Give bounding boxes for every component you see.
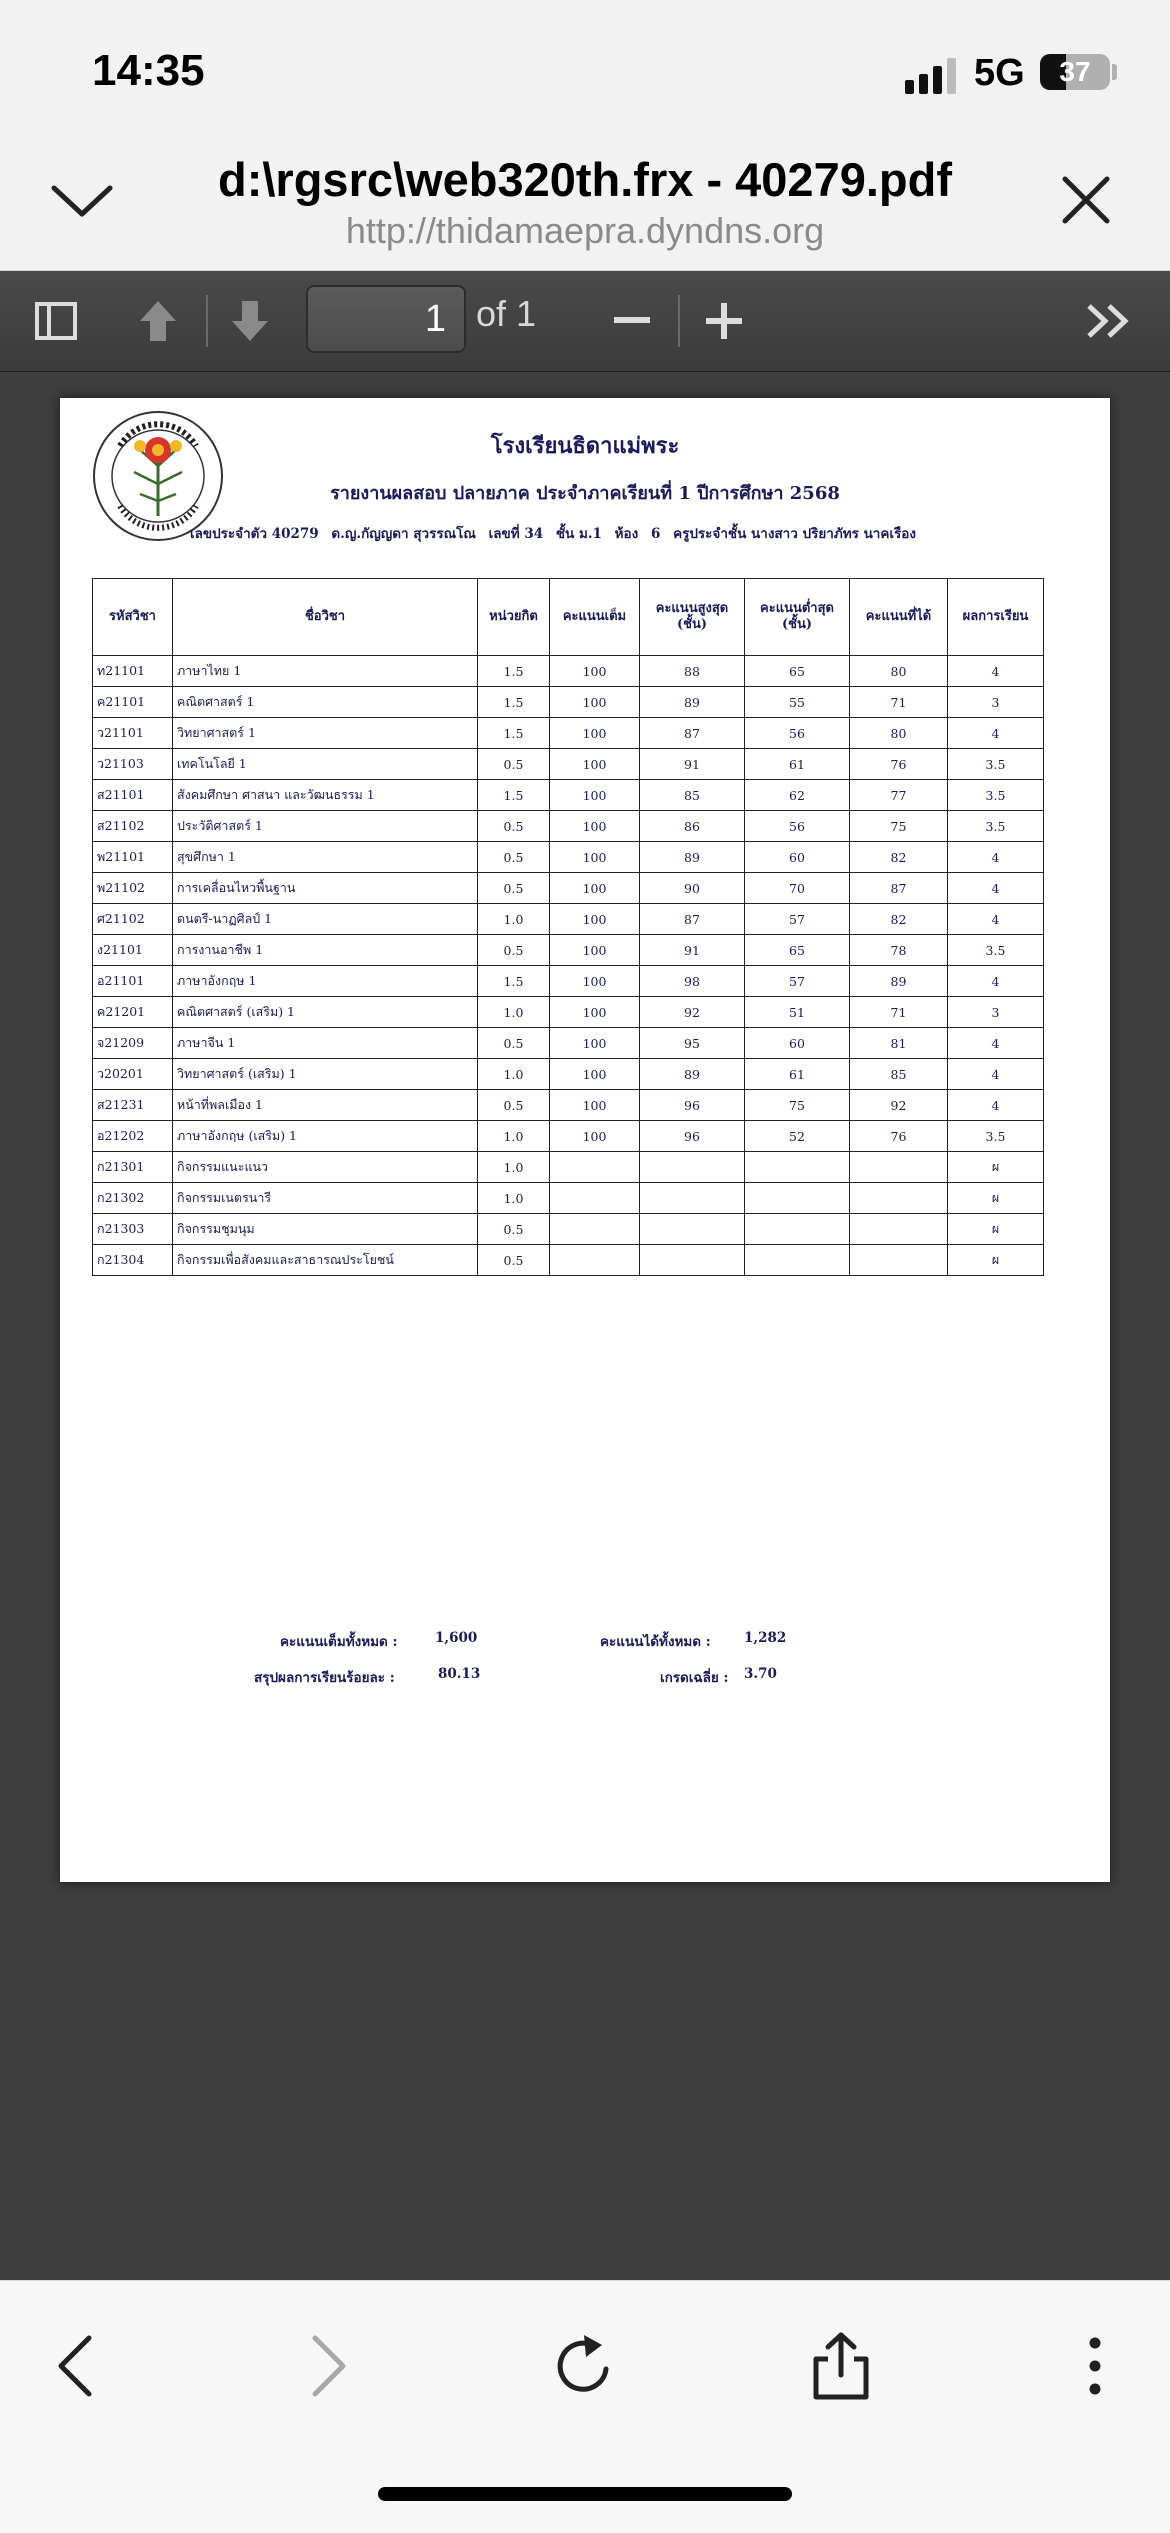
score-cell [850, 1245, 948, 1276]
full-score-cell: 100 [550, 687, 640, 718]
credit-cell: 0.5 [478, 1214, 550, 1245]
full-score-cell: 100 [550, 718, 640, 749]
credit-cell: 1.5 [478, 780, 550, 811]
table-row [93, 780, 1044, 811]
document-header [0, 140, 1170, 271]
subject-code-cell: อ21101 [93, 966, 173, 997]
min-score-cell: 65 [745, 935, 850, 966]
min-score-cell: 56 [745, 718, 850, 749]
subject-name-cell: หน้าที่พลเมือง 1 [173, 1090, 478, 1121]
score-cell: 92 [850, 1090, 948, 1121]
full-score-cell: 100 [550, 749, 640, 780]
subject-name-cell: ภาษาไทย 1 [173, 656, 478, 687]
min-score-cell: 70 [745, 873, 850, 904]
full-score-cell: 100 [550, 1059, 640, 1090]
table-row [93, 1214, 1044, 1245]
back-icon [55, 2334, 95, 2398]
min-score-cell: 61 [745, 1059, 850, 1090]
zoom-out-button[interactable] [602, 291, 662, 351]
previous-page-button[interactable] [128, 291, 188, 351]
status-bar [0, 0, 1170, 140]
toolbar-divider [678, 295, 680, 347]
full-score-cell: 100 [550, 780, 640, 811]
max-score-cell: 92 [640, 997, 745, 1028]
page-count: of 1 [476, 293, 537, 334]
sidebar-toggle-button[interactable] [26, 291, 86, 351]
next-page-button[interactable] [220, 291, 280, 351]
full-score-cell [550, 1183, 640, 1214]
score-cell: 82 [850, 842, 948, 873]
grade-cell: 4 [948, 842, 1044, 873]
max-score-cell [640, 1183, 745, 1214]
signal-icon [905, 58, 961, 94]
credit-cell: 1.0 [478, 1183, 550, 1214]
score-cell: 71 [850, 687, 948, 718]
max-score-cell: 96 [640, 1090, 745, 1121]
max-score-cell: 86 [640, 811, 745, 842]
credit-cell: 0.5 [478, 749, 550, 780]
column-header: คะแนนสูงสุด (ชั้น) [640, 579, 745, 656]
subject-name-cell: สังคมศึกษา ศาสนา และวัฒนธรรม 1 [173, 780, 478, 811]
student-class: ชั้น ม.1 [555, 526, 602, 542]
total-got-label: คะแนนได้ทั้งหมด : [600, 1634, 711, 1650]
pdf-page [60, 398, 1110, 1882]
zoom-in-button[interactable] [694, 291, 754, 351]
max-score-cell: 91 [640, 749, 745, 780]
min-score-cell [745, 1183, 850, 1214]
max-score-cell: 89 [640, 1059, 745, 1090]
full-score-cell: 100 [550, 1121, 640, 1152]
subject-name-cell: ภาษาอังกฤษ (เสริม) 1 [173, 1121, 478, 1152]
table-row [93, 749, 1044, 780]
subject-code-cell: พ21101 [93, 842, 173, 873]
min-score-cell: 56 [745, 811, 850, 842]
gpa-value: 3.70 [744, 1666, 777, 1682]
table-row [93, 1090, 1044, 1121]
grade-cell: 3.5 [948, 1121, 1044, 1152]
score-cell [850, 1214, 948, 1245]
grade-cell: ผ [948, 1245, 1044, 1276]
full-score-cell [550, 1245, 640, 1276]
max-score-cell: 95 [640, 1028, 745, 1059]
max-score-cell: 89 [640, 842, 745, 873]
subject-code-cell: ค21201 [93, 997, 173, 1028]
back-button[interactable] [30, 2321, 120, 2411]
subject-name-cell: ประวัติศาสตร์ 1 [173, 811, 478, 842]
table-row [93, 1152, 1044, 1183]
subject-name-cell: กิจกรรมเพื่อสังคมและสาธารณประโยชน์ [173, 1245, 478, 1276]
subject-code-cell: ส21102 [93, 811, 173, 842]
min-score-cell [745, 1214, 850, 1245]
subject-name-cell: ภาษาอังกฤษ 1 [173, 966, 478, 997]
full-score-cell [550, 1152, 640, 1183]
subject-code-cell: ก21303 [93, 1214, 173, 1245]
subject-name-cell: คณิตศาสตร์ 1 [173, 687, 478, 718]
table-row [93, 656, 1044, 687]
subject-name-cell: วิทยาศาสตร์ 1 [173, 718, 478, 749]
network-label: 5G [974, 52, 1025, 94]
full-score-cell: 100 [550, 873, 640, 904]
credit-cell: 1.5 [478, 656, 550, 687]
report-title: รายงานผลสอบ ปลายภาค ประจำภาคเรียนที่ 1 ปีการศึกษา 2568 [330, 483, 840, 504]
max-score-cell: 98 [640, 966, 745, 997]
min-score-cell [745, 1152, 850, 1183]
subject-code-cell: ง21101 [93, 935, 173, 966]
document-url: http://thidamaepra.dyndns.org [345, 210, 825, 251]
student-number: เลขที่ 34 [488, 526, 544, 542]
max-score-cell: 91 [640, 935, 745, 966]
school-name: โรงเรียนธิดาแม่พระ [490, 433, 680, 459]
min-score-cell: 65 [745, 656, 850, 687]
credit-cell: 1.0 [478, 904, 550, 935]
subject-code-cell: ว21103 [93, 749, 173, 780]
share-button[interactable] [796, 2321, 886, 2411]
subject-code-cell: อ21202 [93, 1121, 173, 1152]
total-got-value: 1,282 [744, 1630, 787, 1646]
credit-cell: 1.5 [478, 966, 550, 997]
max-score-cell: 87 [640, 718, 745, 749]
battery-icon [1040, 54, 1110, 90]
credit-cell: 0.5 [478, 1090, 550, 1121]
grade-cell: 4 [948, 718, 1044, 749]
grade-cell: 3 [948, 687, 1044, 718]
arrow-up-icon [138, 299, 178, 343]
subject-name-cell: กิจกรรมแนะแนว [173, 1152, 478, 1183]
grade-cell: 3 [948, 997, 1044, 1028]
forward-button[interactable] [284, 2321, 374, 2411]
subject-code-cell: ก21302 [93, 1183, 173, 1214]
subject-code-cell: ก21301 [93, 1152, 173, 1183]
score-cell: 89 [850, 966, 948, 997]
grades-table [92, 578, 1044, 1276]
table-row [93, 718, 1044, 749]
subject-code-cell: ก21304 [93, 1245, 173, 1276]
credit-cell: 1.0 [478, 1059, 550, 1090]
column-header: ผลการเรียน [948, 579, 1044, 656]
min-score-cell: 61 [745, 749, 850, 780]
score-cell: 78 [850, 935, 948, 966]
credit-cell: 1.0 [478, 1152, 550, 1183]
grade-cell: 4 [948, 1059, 1044, 1090]
score-cell: 81 [850, 1028, 948, 1059]
table-row [93, 904, 1044, 935]
document-title: d:\rgsrc\web320th.frx - 40279.pdf [218, 153, 952, 206]
homeroom-teacher: ครูประจำชั้น นางสาว ปริยาภัทร นาคเรือง [673, 526, 916, 542]
grade-cell: 3.5 [948, 811, 1044, 842]
subject-name-cell: ภาษาจีน 1 [173, 1028, 478, 1059]
full-score-cell: 100 [550, 842, 640, 873]
gpa-label: เกรดเฉลี่ย : [660, 1670, 729, 1686]
table-row [93, 687, 1044, 718]
score-cell: 77 [850, 780, 948, 811]
full-score-cell: 100 [550, 935, 640, 966]
pdf-viewer[interactable] [0, 372, 1170, 2280]
table-header [93, 579, 1044, 656]
column-header: หน่วยกิต [478, 579, 550, 656]
subject-name-cell: ดนตรี-นาฏศิลป์ 1 [173, 904, 478, 935]
max-score-cell [640, 1152, 745, 1183]
grade-cell: 3.5 [948, 935, 1044, 966]
student-info [190, 522, 1090, 544]
full-score-cell: 100 [550, 1090, 640, 1121]
score-cell [850, 1152, 948, 1183]
max-score-cell: 85 [640, 780, 745, 811]
max-score-cell: 96 [640, 1121, 745, 1152]
table-row [93, 873, 1044, 904]
table-row [93, 1245, 1044, 1276]
subject-code-cell: ว20201 [93, 1059, 173, 1090]
subject-code-cell: ท21101 [93, 656, 173, 687]
credit-cell: 1.0 [478, 1121, 550, 1152]
collapse-button[interactable] [42, 160, 122, 240]
subject-code-cell: ส21231 [93, 1090, 173, 1121]
table-row [93, 811, 1044, 842]
table-row [93, 1028, 1044, 1059]
more-tools-button[interactable] [1078, 291, 1138, 351]
min-score-cell: 60 [745, 842, 850, 873]
table-row [93, 997, 1044, 1028]
credit-cell: 0.5 [478, 935, 550, 966]
grade-cell: 4 [948, 904, 1044, 935]
student-id: เลขประจำตัว 40279 [190, 526, 319, 542]
full-score-cell: 100 [550, 997, 640, 1028]
toolbar-divider [206, 295, 208, 347]
score-cell: 87 [850, 873, 948, 904]
percent-label: สรุปผลการเรียนร้อยละ : [254, 1670, 395, 1686]
grade-cell: ผ [948, 1183, 1044, 1214]
min-score-cell [745, 1245, 850, 1276]
credit-cell: 0.5 [478, 811, 550, 842]
grade-cell: 4 [948, 1090, 1044, 1121]
plus-icon [706, 303, 742, 339]
full-score-cell: 100 [550, 966, 640, 997]
min-score-cell: 51 [745, 997, 850, 1028]
more-icon [1087, 2336, 1103, 2396]
grade-cell: 3.5 [948, 780, 1044, 811]
close-button[interactable] [1046, 160, 1126, 240]
grade-cell: 4 [948, 873, 1044, 904]
home-indicator [378, 2487, 792, 2501]
subject-name-cell: การเคลื่อนไหวพื้นฐาน [173, 873, 478, 904]
score-cell: 80 [850, 718, 948, 749]
score-cell: 82 [850, 904, 948, 935]
max-score-cell: 88 [640, 656, 745, 687]
percent-value: 80.13 [438, 1666, 481, 1682]
subject-code-cell: จ21209 [93, 1028, 173, 1059]
total-full-label: คะแนนเต็มทั้งหมด : [280, 1634, 398, 1650]
subject-name-cell: เทคโนโลยี 1 [173, 749, 478, 780]
subject-name-cell: สุขศึกษา 1 [173, 842, 478, 873]
table-row [93, 842, 1044, 873]
table-row [93, 966, 1044, 997]
total-full-value: 1,600 [435, 1630, 478, 1646]
table-row [93, 1059, 1044, 1090]
grade-cell: 4 [948, 656, 1044, 687]
column-header: คะแนนที่ได้ [850, 579, 948, 656]
score-cell: 85 [850, 1059, 948, 1090]
column-header: รหัสวิชา [93, 579, 173, 656]
credit-cell: 1.0 [478, 997, 550, 1028]
table-row [93, 1183, 1044, 1214]
minus-icon [614, 317, 650, 325]
pdf-toolbar [0, 271, 1170, 372]
max-score-cell: 89 [640, 687, 745, 718]
reload-button[interactable] [540, 2321, 630, 2411]
student-name: ด.ญ.กัญญดา สุวรรณโณ [331, 526, 476, 542]
arrow-down-icon [230, 299, 270, 343]
score-cell [850, 1183, 948, 1214]
battery-tip [1112, 64, 1117, 80]
column-header: คะแนนต่ำสุด (ชั้น) [745, 579, 850, 656]
score-cell: 75 [850, 811, 948, 842]
full-score-cell: 100 [550, 811, 640, 842]
min-score-cell: 57 [745, 904, 850, 935]
column-header: ชื่อวิชา [173, 579, 478, 656]
subject-name-cell: วิทยาศาสตร์ (เสริม) 1 [173, 1059, 478, 1090]
grade-cell: 4 [948, 1028, 1044, 1059]
score-cell: 80 [850, 656, 948, 687]
subject-code-cell: ศ21102 [93, 904, 173, 935]
min-score-cell: 75 [745, 1090, 850, 1121]
subject-name-cell: การงานอาชีพ 1 [173, 935, 478, 966]
subject-name-cell: กิจกรรมเนตรนารี [173, 1183, 478, 1214]
grade-cell: ผ [948, 1214, 1044, 1245]
column-header: คะแนนเต็ม [550, 579, 640, 656]
credit-cell: 0.5 [478, 1245, 550, 1276]
full-score-cell: 100 [550, 904, 640, 935]
chevron-down-icon [50, 180, 114, 220]
room-value: 6 [650, 526, 661, 542]
max-score-cell [640, 1214, 745, 1245]
reload-icon [552, 2333, 618, 2399]
share-icon [810, 2331, 872, 2401]
page-number-input[interactable]: 1 [306, 285, 466, 353]
credit-cell: 0.5 [478, 873, 550, 904]
more-button[interactable] [1050, 2321, 1140, 2411]
credit-cell: 0.5 [478, 842, 550, 873]
min-score-cell: 57 [745, 966, 850, 997]
table-row [93, 935, 1044, 966]
max-score-cell: 87 [640, 904, 745, 935]
score-cell: 76 [850, 1121, 948, 1152]
close-icon [1061, 175, 1111, 225]
subject-code-cell: ค21101 [93, 687, 173, 718]
table-row [93, 1121, 1044, 1152]
min-score-cell: 62 [745, 780, 850, 811]
grade-cell: 4 [948, 966, 1044, 997]
subject-name-cell: กิจกรรมชุมนุม [173, 1214, 478, 1245]
credit-cell: 1.5 [478, 718, 550, 749]
subject-code-cell: ส21101 [93, 780, 173, 811]
status-time: 14:35 [92, 46, 205, 95]
subject-code-cell: พ21102 [93, 873, 173, 904]
score-cell: 71 [850, 997, 948, 1028]
full-score-cell: 100 [550, 1028, 640, 1059]
full-score-cell [550, 1214, 640, 1245]
score-cell: 76 [850, 749, 948, 780]
forward-icon [309, 2334, 349, 2398]
grade-cell: ผ [948, 1152, 1044, 1183]
min-score-cell: 60 [745, 1028, 850, 1059]
sidebar-icon [34, 301, 78, 341]
min-score-cell: 55 [745, 687, 850, 718]
grade-cell: 3.5 [948, 749, 1044, 780]
room-label: ห้อง [614, 526, 639, 542]
battery-level: 37 [1059, 56, 1091, 87]
full-score-cell: 100 [550, 656, 640, 687]
subject-code-cell: ว21101 [93, 718, 173, 749]
credit-cell: 1.5 [478, 687, 550, 718]
max-score-cell [640, 1245, 745, 1276]
double-chevron-right-icon [1085, 303, 1131, 339]
max-score-cell: 90 [640, 873, 745, 904]
credit-cell: 0.5 [478, 1028, 550, 1059]
subject-name-cell: คณิตศาสตร์ (เสริม) 1 [173, 997, 478, 1028]
min-score-cell: 52 [745, 1121, 850, 1152]
